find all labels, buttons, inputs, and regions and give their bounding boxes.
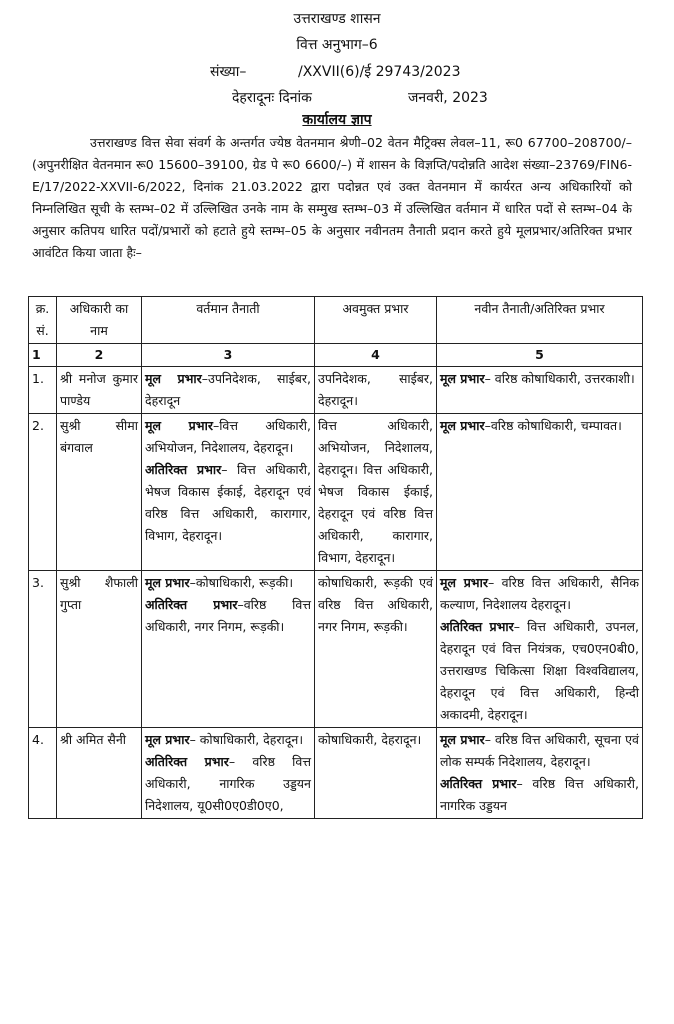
new-main-charge — [440, 729, 639, 773]
current-extra-text: –वरिष्ठ वित्त अधिकारी, नगर निगम, रूड़की। — [145, 597, 311, 634]
new-text: – वरिष्ठ कोषाधिकारी, उत्तरकाशी। — [484, 371, 635, 386]
current-text: – कोषाधिकारी, देहरादून। — [189, 732, 304, 747]
current-label: मूल प्रभार — [145, 575, 190, 590]
new-extra-label: अतिरिक्त प्रभार — [440, 619, 514, 634]
row-sn: 3. — [29, 571, 57, 728]
table-row — [29, 728, 643, 819]
new-text: – वरिष्ठ वित्त अधिकारी, सूचना एवं लोक सम्पर्क निदेशालय, देहरादून। — [440, 732, 639, 769]
header-name: अधिकारी का नाम — [57, 297, 142, 344]
new-additional-charge — [440, 773, 639, 817]
new-label: मूल प्रभार — [440, 371, 485, 386]
officer-name: श्री मनोज कुमार पाण्डेय — [57, 367, 142, 414]
reference-label: संख्या– — [210, 64, 247, 80]
current-extra-label: अतिरिक्त प्रभार — [145, 462, 222, 477]
current-extra-text: – वित्त अधिकारी, भेषज विकास ईकाई, देहरादून एवं वरिष्ठ वित्त अधिकारी, कारागार, विभाग, देहरादून। — [145, 462, 311, 543]
column-number-row — [29, 344, 643, 367]
current-extra-text: – वरिष्ठ वित्त अधिकारी, नागरिक उड्डयन निदेशालय, यू0सी0ए0डी0ए0, — [145, 754, 311, 813]
row-sn: 2. — [29, 414, 57, 571]
officer-name: श्री अमित सैनी — [57, 728, 142, 819]
current-posting — [142, 728, 315, 819]
new-label: मूल प्रभार — [440, 732, 485, 747]
table-header-row — [29, 297, 643, 344]
table-row — [29, 414, 643, 571]
column-number: 1 — [29, 344, 57, 367]
intro-text: उत्तराखण्ड वित्त सेवा संवर्ग के अन्तर्गत ज्येष्ठ वेतनमान श्रेणी–02 वेतन मैट्रिक्स लेवल–11, रू0 67700–208700/– (अपुनरीक्षित वेतनमान रू0 15600–39100, ग्रेड पे रू0 6600/–) में शासन के विज्ञप्ति/पदोन्नति आदेश संख्या–23769/FIN6-E/17/2022-XXVII-6/2022, दिनांक 21.03.2022 द्वारा पदोन्नत एवं उक्त वेतनमान में कार्यरत अन्य अधिकारियों को निम्नलिखित सूची के स्तम्भ–02 में उल्लिखित उनके नाम के सम्मुख स्तम्भ–03 में उल्लिखित वर्तमान में धारित पदों से स्तम्भ–04 के अनुसार कतिपय धारित पदों/प्रभारों को हटाते हुये स्तम्भ–05 के अनुसार नवीनतम तैनाती प्रदान करते हुये मूलप्रभार/अतिरिक्त प्रभार आवंटित किया जाता हैः– — [32, 135, 632, 260]
relieved-charge: कोषाधिकारी, रूड़की एवं वरिष्ठ वित्त अधिकारी, नगर निगम, रूड़की। — [315, 571, 437, 728]
department-heading: वित्त अनुभाग–6 — [296, 37, 378, 53]
new-extra-text: – वरिष्ठ वित्त अधिकारी, नागरिक उड्डयन — [440, 776, 639, 813]
current-additional-charge — [145, 459, 311, 547]
intro-paragraph — [32, 132, 632, 264]
column-number: 5 — [437, 344, 643, 367]
new-text: –वरिष्ठ कोषाधिकारी, चम्पावत। — [484, 418, 622, 433]
new-extra-label: अतिरिक्त प्रभार — [440, 776, 517, 791]
current-posting — [142, 571, 315, 728]
current-main-charge — [145, 415, 311, 459]
column-number: 2 — [57, 344, 142, 367]
relieved-charge: कोषाधिकारी, देहरादून। — [315, 728, 437, 819]
header-relieved: अवमुक्त प्रभार — [315, 297, 437, 344]
new-extra-text: – वित्त अधिकारी, उपनल, देहरादून एवं वित्त नियंत्रक, एच0एन0बी0, उत्तराखण्ड चिकित्सा शिक्षा विश्वविद्यालय, देहरादून एवं वित्त अधिकारी, हिन्दी अकादमी, देहरादून। — [440, 619, 639, 722]
current-additional-charge — [145, 751, 311, 817]
new-label: मूल प्रभार — [440, 418, 485, 433]
posting-table — [28, 296, 643, 819]
current-text: –उपनिदेशक, साईबर, देहरादून — [145, 371, 311, 408]
current-label: मूल प्रभार — [145, 418, 213, 433]
table-row — [29, 367, 643, 414]
current-text: –कोषाधिकारी, रूड़की। — [189, 575, 294, 590]
header-sn: क्र. सं. — [29, 297, 57, 344]
date-label: देहरादूनः दिनांक — [232, 90, 312, 106]
new-posting — [437, 571, 643, 728]
row-sn: 1. — [29, 367, 57, 414]
officer-name: सुश्री शैफाली गुप्ता — [57, 571, 142, 728]
current-main-charge — [145, 729, 311, 751]
new-additional-charge — [440, 616, 639, 726]
relieved-charge: वित्त अधिकारी, अभियोजन, निदेशालय, देहरादून। वित्त अधिकारी, भेषज विकास ईकाई, देहरादून एवं वरिष्ठ वित्त अधिकारी, कारागार, विभाग, देहरादून। — [315, 414, 437, 571]
row-sn: 4. — [29, 728, 57, 819]
new-posting — [437, 414, 643, 571]
current-extra-label: अतिरिक्त प्रभार — [145, 754, 229, 769]
new-text: – वरिष्ठ वित्त अधिकारी, सैनिक कल्याण, निदेशालय देहरादून। — [440, 575, 639, 612]
current-extra-label: अतिरिक्त प्रभार — [145, 597, 238, 612]
relieved-charge: उपनिदेशक, साईबर, देहरादून। — [315, 367, 437, 414]
reference-number: /XXVII(6)/ई 29743/2023 — [298, 64, 461, 80]
current-text: –वित्त अधिकारी, अभियोजन, निदेशालय, देहरादून। — [145, 418, 311, 455]
table-row — [29, 571, 643, 728]
new-main-charge — [440, 572, 639, 616]
column-number: 3 — [142, 344, 315, 367]
column-number: 4 — [315, 344, 437, 367]
document-type-heading: कार्यालय ज्ञाप — [302, 112, 372, 128]
new-label: मूल प्रभार — [440, 575, 488, 590]
current-posting — [142, 414, 315, 571]
current-main-charge — [145, 572, 311, 594]
officer-name: सुश्री सीमा बंगवाल — [57, 414, 142, 571]
new-posting — [437, 367, 643, 414]
government-heading: उत्तराखण्ड शासन — [293, 11, 381, 27]
header-current: वर्तमान तैनाती — [142, 297, 315, 344]
current-label: मूल प्रभार — [145, 732, 190, 747]
current-label: मूल प्रभार — [145, 371, 202, 386]
date-value: जनवरी, 2023 — [408, 90, 488, 106]
current-additional-charge — [145, 594, 311, 638]
header-new: नवीन तैनाती/अतिरिक्त प्रभार — [437, 297, 643, 344]
current-posting — [142, 367, 315, 414]
new-posting — [437, 728, 643, 819]
